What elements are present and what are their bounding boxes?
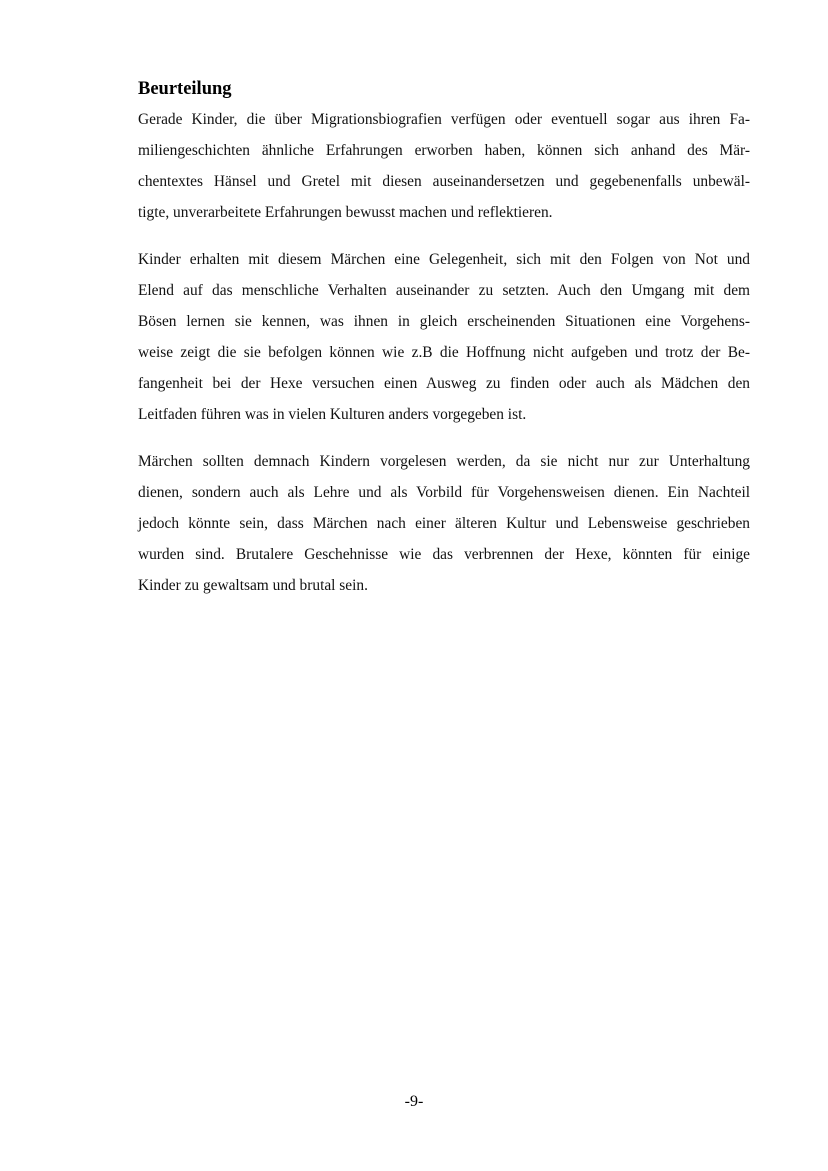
page-content: [138, 76, 750, 601]
paragraph-line: jedoch könnte sein, dass Märchen nach einer älteren Kultur und Lebensweise geschrieben: [138, 515, 750, 532]
paragraph-line: weise zeigt die sie befolgen können wie z.B die Hoffnung nicht aufgeben und trotz der Be-: [138, 344, 750, 361]
section-heading: Beurteilung: [138, 79, 232, 99]
page-number: -9-: [404, 1093, 424, 1110]
paragraph-line: fangenheit bei der Hexe versuchen einen Ausweg zu finden oder auch als Mädchen den: [138, 375, 750, 392]
paragraph-line: dienen, sondern auch als Lehre und als Vorbild für Vorgehensweisen dienen. Ein Nachteil: [138, 484, 750, 501]
paragraph-line: Märchen sollten demnach Kindern vorgelesen werden, da sie nicht nur zur Unterhaltung: [138, 453, 750, 470]
paragraph-line: Elend auf das menschliche Verhalten auseinander zu setzten. Auch den Umgang mit dem: [138, 282, 750, 299]
paragraph-line: Leitfaden führen was in vielen Kulturen anders vorgegeben ist.: [138, 406, 527, 423]
paragraph-line: Kinder erhalten mit diesem Märchen eine Gelegenheit, sich mit den Folgen von Not und: [138, 251, 750, 268]
paragraph-line: chentextes Hänsel und Gretel mit diesen auseinandersetzen und gegebenenfalls unbewäl-: [138, 173, 750, 190]
paragraph-line: tigte, unverarbeitete Erfahrungen bewusst machen und reflektieren.: [138, 204, 553, 221]
paragraph-line: Gerade Kinder, die über Migrationsbiografien verfügen oder eventuell sogar aus ihren Fa-: [138, 111, 750, 128]
paragraph-line: Kinder zu gewaltsam und brutal sein.: [138, 577, 368, 594]
paragraph-3: [138, 446, 750, 601]
paragraph-1: [138, 104, 750, 228]
paragraph-line: miliengeschichten ähnliche Erfahrungen erworben haben, können sich anhand des Mär-: [138, 142, 750, 159]
paragraph-2: [138, 244, 750, 430]
paragraph-line: Bösen lernen sie kennen, was ihnen in gleich erscheinenden Situationen eine Vorgehens-: [138, 313, 750, 330]
paragraph-line: wurden sind. Brutalere Geschehnisse wie das verbrennen der Hexe, könnten für einige: [138, 546, 750, 563]
